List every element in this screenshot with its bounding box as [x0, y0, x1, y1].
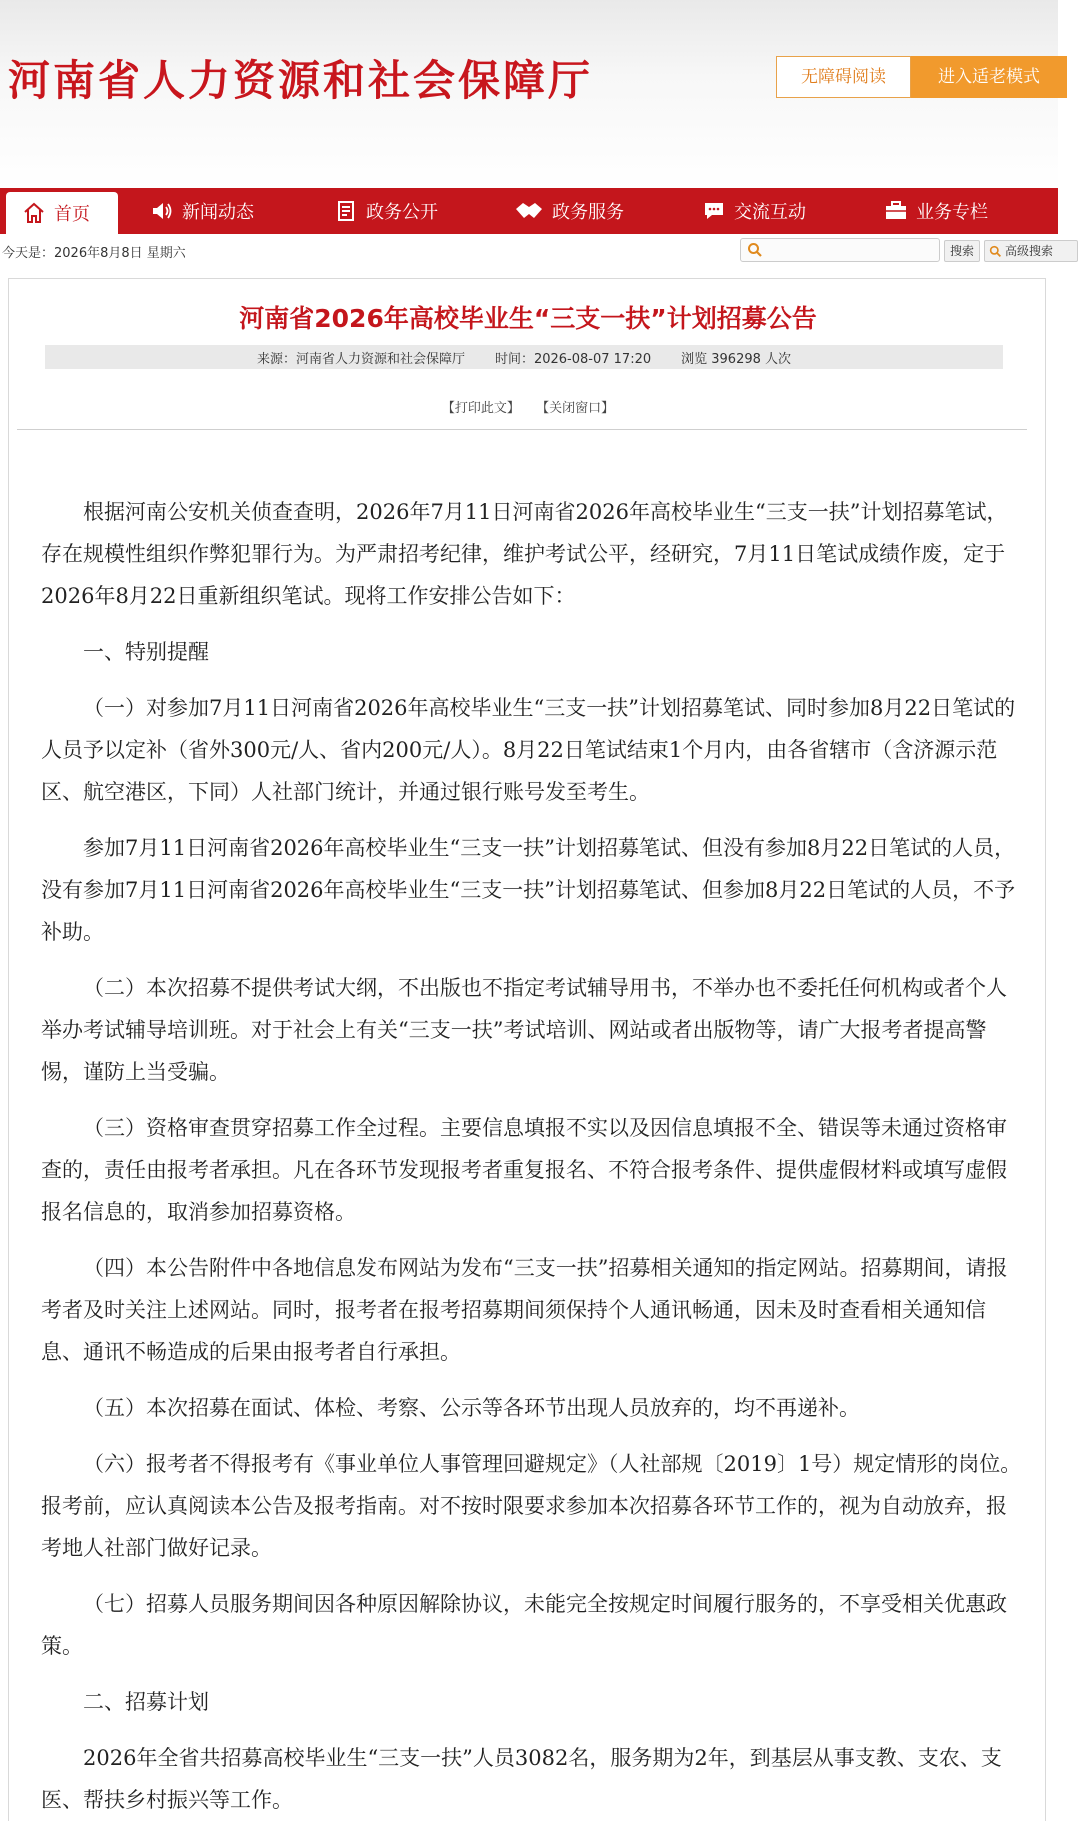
- article-divider: [17, 429, 1027, 430]
- nav-label-special: 业务专栏: [916, 202, 988, 223]
- advanced-search-button[interactable]: [984, 240, 1078, 262]
- speaker-icon: [150, 199, 174, 223]
- nav-item-gov-service[interactable]: [514, 188, 624, 234]
- briefcase-icon: [884, 199, 908, 223]
- site-header: [0, 0, 1058, 190]
- article-paragraph: （二）本次招募不提供考试大纲，不出版也不指定考试辅导用书，不举办也不委托任何机构或者个人举办考试辅导培训班。对于社会上有关“三支一扶”考试培训、网站或者出版物等，请广大报考者提高警惕，谨防上当受骗。: [41, 976, 1007, 1084]
- article-source: 来源：河南省人力资源和社会保障厅: [256, 351, 465, 367]
- nav-item-home[interactable]: [6, 192, 118, 234]
- article-paragraph: （五）本次招募在面试、体检、考察、公示等各环节出现人员放弃的，均不再递补。: [83, 1396, 860, 1420]
- article-body: [41, 491, 1023, 1821]
- section-heading: 二、招募计划: [83, 1690, 209, 1714]
- article-paragraph: 根据河南公安机关侦查查明，2026年7月11日河南省2026年高校毕业生“三支一扶”计划招募笔试，存在规模性组织作弊犯罪行为。为严肃招考纪律，维护考试公平，经研究，7月11日笔试成绩作废，定于2026年8月22日重新组织笔试。现将工作安排公告如下：: [41, 500, 1008, 608]
- nav-label-gov-open: 政务公开: [366, 202, 438, 223]
- article-time: 时间：2026-08-07 17:20: [494, 351, 652, 367]
- advanced-search-label: 高级搜索: [1005, 244, 1054, 258]
- site-title[interactable]: 河南省人力资源和社会保障厅: [8, 56, 594, 105]
- search-icon: [747, 242, 763, 258]
- article-paragraph: （六）报考者不得报考有《事业单位人事管理回避规定》（人社部规〔2019〕1号）规定情形的岗位。报考前，应认真阅读本公告及报考指南。对不按时限要求参加本次招募各环节工作的，视为自动放弃，报考地人社部门做好记录。: [41, 1452, 1022, 1560]
- nav-label-news: 新闻动态: [182, 202, 254, 223]
- advanced-search-icon: [989, 245, 1002, 258]
- article-paragraph: （四）本公告附件中各地信息发布网站为发布“三支一扶”招募相关通知的指定网站。招募期间，请报考者及时关注上述网站。同时，报考者在报考招募期间须保持个人通讯畅通，因未及时查看相关通知信息、通讯不畅造成的后果由报考者自行承担。: [41, 1256, 1008, 1364]
- search-box: [740, 238, 940, 262]
- handshake-icon: [514, 199, 544, 223]
- print-link[interactable]: 【打印此文】: [441, 401, 520, 416]
- main-nav: [0, 188, 1058, 234]
- chat-icon: [702, 199, 726, 223]
- article-paragraph: （三）资格审查贯穿招募工作全过程。主要信息填报不实以及因信息填报不全、错误等未通过资格审查的，责任由报考者承担。凡在各环节发现报考者重复报名、不符合报考条件、提供虚假材料或填写虚假报名信息的，取消参加招募资格。: [41, 1116, 1007, 1224]
- accessibility-button[interactable]: 无障碍阅读: [776, 56, 911, 98]
- nav-item-interaction[interactable]: [702, 188, 806, 234]
- article-panel: [8, 278, 1046, 1821]
- nav-label-home: 首页: [54, 204, 90, 225]
- section-heading: 一、特别提醒: [83, 640, 209, 664]
- nav-item-news[interactable]: [150, 188, 254, 234]
- nav-item-gov-open[interactable]: [334, 188, 438, 234]
- article-paragraph: 参加7月11日河南省2026年高校毕业生“三支一扶”计划招募笔试、但没有参加8月22日笔试的人员，没有参加7月11日河南省2026年高校毕业生“三支一扶”计划招募笔试、但参加8月22日笔试的人员，不予补助。: [41, 836, 1016, 944]
- article-paragraph: （七）招募人员服务期间因各种原因解除协议，未能完全按规定时间履行服务的，不享受相关优惠政策。: [41, 1592, 1007, 1658]
- nav-label-interaction: 交流互动: [734, 202, 806, 223]
- nav-item-special[interactable]: [884, 188, 988, 234]
- document-icon: [334, 199, 358, 223]
- search-button[interactable]: 搜索: [944, 240, 980, 262]
- article-paragraph: （一）对参加7月11日河南省2026年高校毕业生“三支一扶”计划招募笔试、同时参加8月22日笔试的人员予以定补（省外300元/人、省内200元/人）。8月22日笔试结束1个月内，由各省辖市（含济源示范区、航空港区，下同）人社部门统计，并通过银行账号发至考生。: [41, 696, 1016, 804]
- elder-mode-button[interactable]: 进入适老模式: [911, 56, 1067, 98]
- article-views: 浏览 396298 人次: [681, 351, 792, 367]
- article-meta: [45, 345, 1003, 369]
- today-date: 今天是：2026年8月8日 星期六: [2, 246, 186, 261]
- search-input[interactable]: [769, 240, 929, 260]
- article-title: 河南省2026年高校毕业生“三支一扶”计划招募公告: [239, 304, 817, 333]
- article-actions: [9, 397, 1047, 416]
- nav-label-gov-service: 政务服务: [552, 202, 624, 223]
- home-icon: [22, 201, 46, 225]
- close-window-link[interactable]: 【关闭窗口】: [536, 401, 615, 416]
- article-paragraph: 2026年全省共招募高校毕业生“三支一扶”人员3082名，服务期为2年，到基层从事支教、支农、支医、帮扶乡村振兴等工作。: [41, 1746, 1002, 1812]
